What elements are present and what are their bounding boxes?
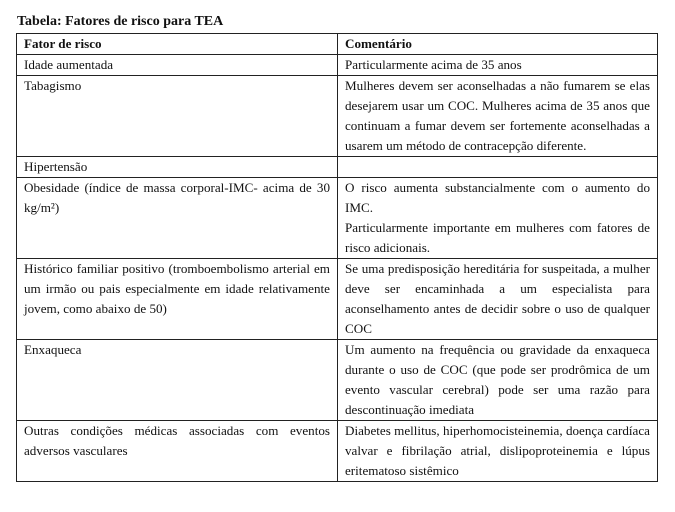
table-row: [17, 55, 658, 76]
header-comment: Comentário: [338, 34, 658, 55]
table-row: [17, 76, 658, 157]
table-row: [17, 178, 658, 259]
table-row: [17, 259, 658, 340]
risk-factor-cell: Tabagismo: [17, 76, 338, 157]
risk-factor-cell: Histórico familiar positivo (tromboembolismo arterial em um irmão ou pais especialmente em idade relativamente jovem, como abaixo de 50): [17, 259, 338, 340]
comment-cell: [338, 178, 658, 259]
risk-factor-cell: Idade aumentada: [17, 55, 338, 76]
comment-cell: Diabetes mellitus, hiperhomocisteinemia, doença cardíaca valvar e fibrilação atrial, dislipoproteinemia e lúpus eritematoso sistêmico: [338, 421, 658, 482]
table-row: [17, 421, 658, 482]
table-row: [17, 157, 658, 178]
comment-cell: Um aumento na frequência ou gravidade da enxaqueca durante o uso de COC (que pode ser prodrômica de um evento vascular cerebral) pode ser uma razão para descontinuação imediata: [338, 340, 658, 421]
table-header-row: [17, 34, 658, 55]
comment-cell: Se uma predisposição hereditária for suspeitada, a mulher deve ser encaminhada a um especialista para aconselhamento antes de decidir sobre o uso de qualquer COC: [338, 259, 658, 340]
comment-cell: Mulheres devem ser aconselhadas a não fumarem se elas desejarem usar um COC. Mulheres acima de 35 anos que continuam a fumar devem ser fortemente aconselhadas a usarem um método de contracepção diferente.: [338, 76, 658, 157]
risk-factor-cell: Obesidade (índice de massa corporal-IMC- acima de 30 kg/m²): [17, 178, 338, 259]
risk-factor-cell: Hipertensão: [17, 157, 338, 178]
comment-cell: Particularmente acima de 35 anos: [338, 55, 658, 76]
risk-factors-table: [16, 33, 658, 482]
risk-factor-cell: Outras condições médicas associadas com eventos adversos vasculares: [17, 421, 338, 482]
comment-paragraph-extra: Particularmente importante em mulheres com fatores de risco adicionais.: [345, 220, 650, 255]
risk-factor-cell: Enxaqueca: [17, 340, 338, 421]
comment-cell: [338, 157, 658, 178]
table-caption: Tabela: Fatores de risco para TEA: [17, 14, 224, 29]
header-risk-factor: Fator de risco: [17, 34, 338, 55]
comment-paragraph: O risco aumenta substancialmente com o aumento do IMC.: [345, 180, 650, 215]
table-row: [17, 340, 658, 421]
